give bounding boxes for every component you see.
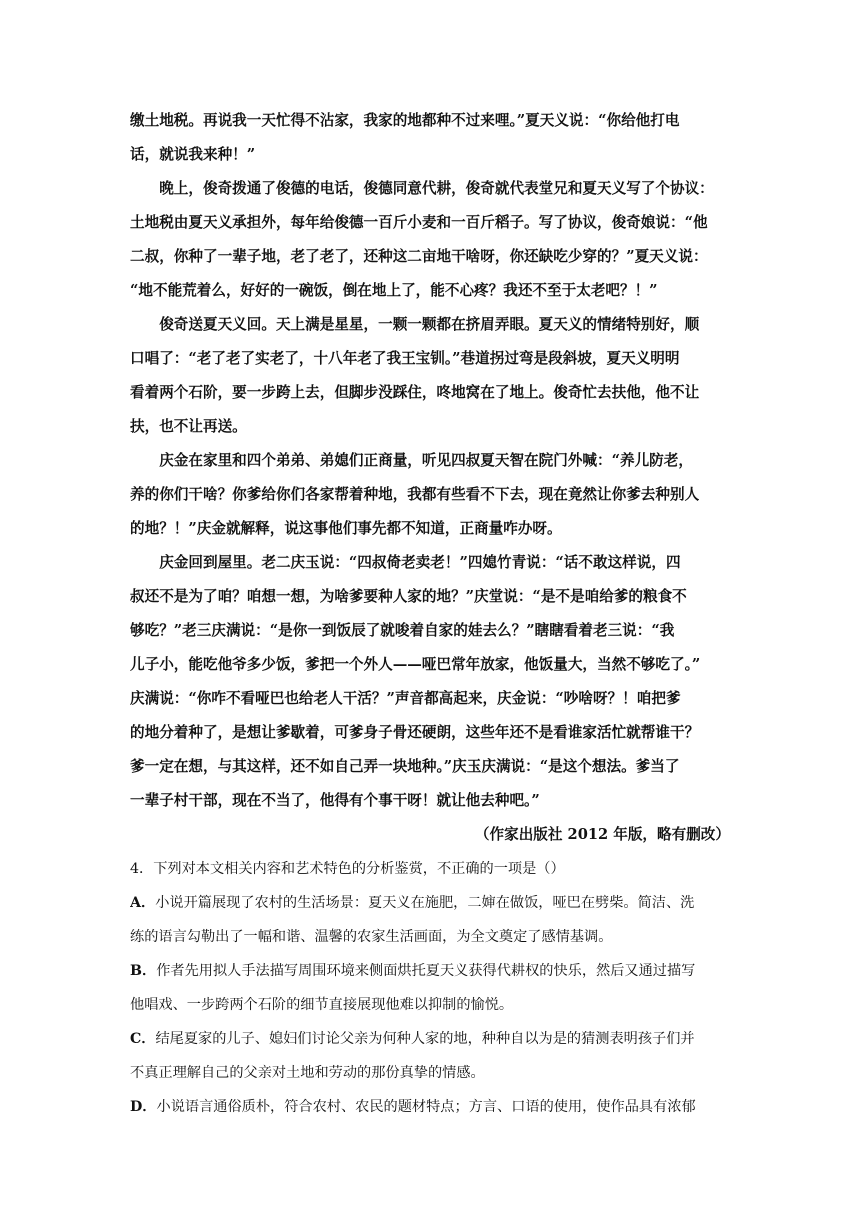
passage-line: 土地税由夏天义承担外，每年给俊德一百斤小麦和一百斤稻子。写了协议，俊奇娘说：“他 <box>130 214 708 231</box>
passage-line: 晚上，俊奇拨通了俊德的电话，俊德同意代耕，俊奇就代表堂兄和夏天义写了个协议： <box>130 180 714 197</box>
option-text: 结尾夏家的儿子、媳妇们讨论父亲为何种人家的地，种种自以为是的猜测表明孩子们并 <box>155 1031 695 1047</box>
option-label: D． <box>130 1099 157 1115</box>
passage-line: 庆满说：“你咋不看哑巴也给老人干活？”声音都高起来，庆金说：“吵啥呀？！咱把爹 <box>130 690 681 707</box>
passage-line: 看着两个石阶，要一步跨上去，但脚步没踩住，咚地窝在了地上。俊奇忙去扶他，他不让 <box>130 384 700 401</box>
option-c-continued: 不真正理解自己的父亲对土地和劳动的那份真挚的情感。 <box>130 1065 485 1081</box>
passage-line: 扶，也不让再送。 <box>130 418 247 435</box>
passage-line: 爹一定在想，与其这样，还不如自己弄一块地种。”庆玉庆满说：“是这个想法。爹当了 <box>130 758 680 775</box>
option-text: 作者先用拟人手法描写周围环境来侧面烘托夏天义获得代耕权的快乐，然后又通过描写 <box>156 963 696 979</box>
option-text: 小说语言通俗质朴，符合农村、农民的题材特点；方言、口语的使用，使作品具有浓郁 <box>156 1099 696 1115</box>
option-a <box>130 888 730 918</box>
passage-line: 二叔，你种了一辈子地，老了老了，还种这二亩地干啥呀，你还缺吃少穿的？”夏天义说： <box>130 248 708 265</box>
option-label: C． <box>130 1031 156 1047</box>
option-text: 小说开篇展现了农村的生活场景：夏天义在施肥，二婶在做饭，哑巴在劈柴。简洁、洗 <box>155 895 695 911</box>
option-a-continued: 练的语言勾勒出了一幅和谐、温馨的农家生活画面，为全文奠定了感情基调。 <box>130 929 613 945</box>
passage-line: 口唱了：“老了老了实老了，十八年老了我王宝钏。”巷道拐过弯是段斜坡，夏天义明明 <box>130 350 680 367</box>
option-label: B． <box>130 963 157 979</box>
passage-line: 的地分着种了，是想让爹歇着，可爹身子骨还硬朗，这些年还不是看谁家活忙就帮谁干？ <box>130 724 700 741</box>
option-c <box>130 1024 730 1054</box>
option-d <box>130 1092 730 1122</box>
passage-line: 儿子小，能吃他爷多少饭，爹把一个外人——哑巴常年放家，他饭量大，当然不够吃了。” <box>130 656 701 673</box>
passage-line: 缴土地税。再说我一天忙得不沾家，我家的地都种不过来哩。”夏天义说：“你给他打电 <box>130 112 680 129</box>
passage-line: 养的你们干啥？你爹给你们各家帮着种地，我都有些看不下去，现在竟然让你爹去种别人 <box>130 486 700 503</box>
passage-line: 叔还不是为了咱？咱想一想，为啥爹要种人家的地？”庆堂说：“是不是咱给爹的粮食不 <box>130 588 687 605</box>
passage-line: 庆金在家里和四个弟弟、弟媳们正商量，听见四叔夏天智在院门外喊：“养儿防老， <box>130 452 693 469</box>
source-citation: （作家出版社 2012 年版，略有删改） <box>474 826 730 843</box>
option-label: A． <box>130 895 156 911</box>
passage-line: 俊奇送夏天义回。天上满是星星，一颗一颗都在挤眉弄眼。夏天义的情绪特别好，顺 <box>130 316 700 333</box>
option-b <box>130 956 730 986</box>
passage-line: 一辈子村干部，现在不当了，他得有个事干呀！就让他去种吧。” <box>130 792 540 809</box>
question-stem: 4．下列对本文相关内容和艺术特色的分析鉴赏，不正确的一项是（） <box>130 861 565 877</box>
option-b-continued: 他唱戏、一步跨两个石阶的细节直接展现他难以抑制的愉悦。 <box>130 997 514 1013</box>
passage-line: 话，就说我来种！” <box>130 146 256 163</box>
passage-line: 的地？！”庆金就解释，说这事他们事先都不知道，正商量咋办呀。 <box>130 520 562 537</box>
passage-line: “地不能荒着么，好好的一碗饭，倒在地上了，能不心疼？我还不至于太老吧？！” <box>130 282 658 299</box>
passage-line: 够吃？”老三庆满说：“是你一到饭辰了就唆着自家的娃去么？”瞎瞎看着老三说：“我 <box>130 622 675 639</box>
passage-line: 庆金回到屋里。老二庆玉说：“四叔倚老卖老！”四媳竹青说：“话不敢这样说，四 <box>130 554 681 571</box>
